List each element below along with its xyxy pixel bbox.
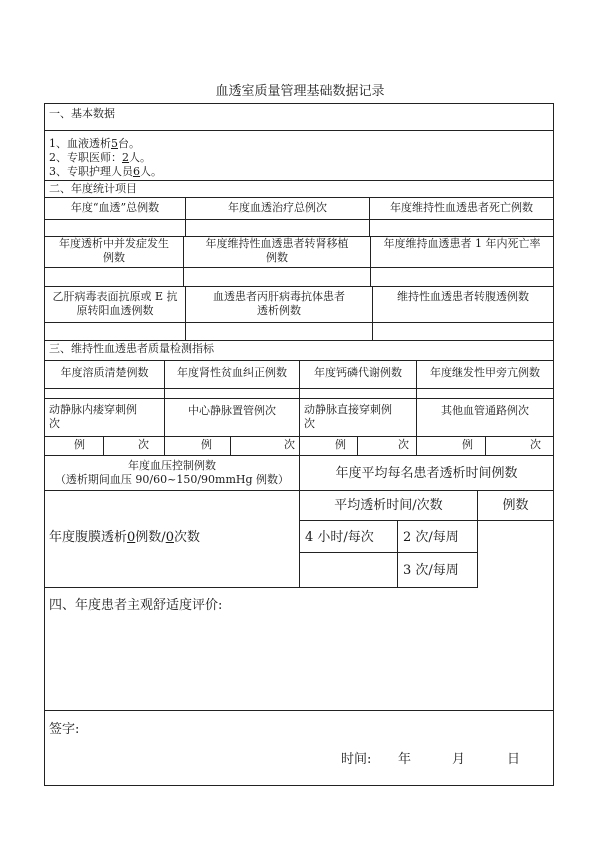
pd-case-value: 0 (127, 530, 136, 545)
case-count-header: 例数 (502, 498, 529, 513)
hcv-dialysis-line1: 血透患者丙肝病毒抗体患者 (213, 290, 345, 303)
year-label: 年 (398, 752, 412, 767)
section3-header: 三、维持性血透患者质量检测指标 (49, 342, 214, 355)
nurse-count-value: 6 (133, 165, 140, 178)
machine-count-line (49, 137, 140, 151)
doctor-count-line (49, 151, 151, 165)
unit-ci-4: 次 (530, 438, 541, 451)
unit-ci-1: 次 (138, 438, 149, 451)
comfort-evaluation-header: 四、年度患者主观舒适度评价: (49, 598, 223, 613)
hours-per-session: 4 小时/每次 (305, 530, 374, 545)
complication-cases-line1: 年度透析中并发症发生 (59, 237, 169, 250)
hyperparathyroidism-label: 年度继发性甲旁亢例数 (430, 366, 540, 379)
total-hd-cases-label: 年度“血透”总例数 (70, 201, 160, 214)
transfer-pd-label: 维持性血透患者转腹透例数 (397, 290, 529, 303)
hbv-conversion-line2: 原转阳血透例数 (76, 304, 154, 317)
nurse-count-line (49, 165, 162, 179)
avg-time-per-session-header: 平均透析时间/次数 (334, 498, 443, 513)
date-label: 时间: (341, 752, 372, 767)
bp-control-line1: 年度血压控制例数 (128, 459, 216, 472)
total-hd-sessions-label: 年度血透治疗总例次 (228, 201, 327, 214)
bp-control-label (45, 459, 299, 487)
section2-header: 二、年度统计项目 (49, 182, 137, 195)
avf-puncture-line1: 动静脉内瘘穿刺例 (49, 403, 137, 416)
hbv-conversion-line1: 乙肝病毒表面抗原或 E 抗 (52, 290, 178, 303)
avg-dialysis-time-title: 年度平均每名患者透析时间例数 (335, 466, 518, 481)
nurse-count-unit: 人。 (140, 165, 162, 178)
pd-label: 年度腹膜透析 (49, 530, 128, 545)
section1-header: 一、基本数据 (49, 107, 115, 120)
complication-cases-label (45, 237, 183, 265)
nurse-count-label: 3、专职护理人员 (49, 165, 133, 178)
doctor-count-label: 2、专职医师： (49, 151, 122, 164)
doctor-count-value: 2 (122, 151, 129, 164)
unit-li-3: 例 (335, 438, 346, 451)
hbv-conversion-label (45, 290, 185, 318)
unit-ci-3: 次 (398, 438, 409, 451)
avf-puncture-label (49, 403, 137, 431)
unit-li-4: 例 (462, 438, 473, 451)
pd-session-unit: 次数 (173, 530, 200, 545)
doctor-count-unit: 人。 (129, 151, 151, 164)
day-label: 日 (507, 752, 521, 767)
machine-count-value: 5 (111, 137, 118, 150)
hd-death-cases-label: 年度维持性血透患者死亡例数 (390, 201, 533, 214)
pd-case-unit: 例数/ (135, 530, 166, 545)
calcium-phosphate-label: 年度钙磷代谢例数 (314, 366, 402, 379)
kidney-transplant-line2: 例数 (266, 251, 288, 264)
direct-puncture-label (304, 403, 392, 431)
other-access-label: 其他血管通路例次 (441, 404, 529, 417)
unit-li-2: 例 (201, 438, 212, 451)
anemia-correction-label: 年度肾性贫血纠正例数 (177, 366, 287, 379)
complication-cases-line2: 例数 (103, 251, 125, 264)
central-venous-catheter-label: 中心静脉置管例次 (188, 404, 276, 417)
direct-puncture-line2: 次 (304, 417, 315, 430)
hcv-dialysis-label (186, 290, 372, 318)
thrice-weekly: 3 次/每周 (403, 563, 459, 578)
solute-clearance-label: 年度溶质清楚例数 (60, 366, 149, 379)
pd-session-value: 0 (165, 530, 174, 545)
hcv-dialysis-line2: 透析例数 (257, 304, 301, 317)
one-year-mortality-label: 年度维持血透患者 1 年内死亡率 (383, 237, 541, 250)
page-title: 血透室质量管理基础数据记录 (215, 84, 385, 99)
unit-li-1: 例 (74, 438, 85, 451)
machine-count-label: 1、血液透析 (49, 137, 111, 150)
machine-count-unit: 台。 (118, 137, 140, 150)
kidney-transplant-line1: 年度维持性血透患者转肾移植 (205, 237, 349, 250)
bp-control-line2: （透析期间血压 90/60~150/90mmHg 例数） (54, 473, 290, 486)
avf-puncture-line2: 次 (49, 417, 60, 430)
pd-line (49, 529, 200, 546)
signature-label: 签字: (49, 722, 80, 737)
unit-ci-2: 次 (284, 438, 295, 451)
direct-puncture-line1: 动静脉直接穿刺例 (304, 403, 392, 416)
twice-weekly: 2 次/每周 (403, 530, 459, 545)
month-label: 月 (452, 752, 466, 767)
kidney-transplant-cases-label (184, 237, 370, 265)
